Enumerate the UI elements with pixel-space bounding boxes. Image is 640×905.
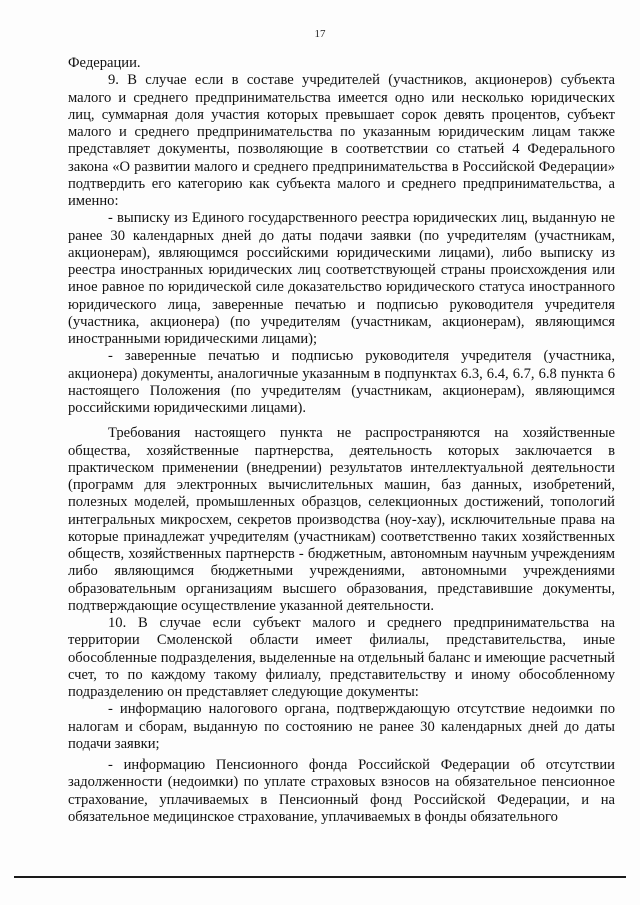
paragraph-list-item: - выписку из Единого государственного реестра юридических лиц, выданную не ранее 30 календарных дней до даты подачи заявки (по учредителям (участникам, акционерам), являющимся российскими юридическими лицами), либо выписку из реестра иностранных юридических лиц соответствующей страны происхождения или иное равное по юридической силе доказательство юридического статуса иностранного юридического лица, заверенные печатью и подписью руководителя учредителя (участника, акционера) (по учредителям (участникам, акционерам), являющимся иностранными юридическими лицами); — [68, 210, 615, 347]
paragraph-list-item: - заверенные печатью и подписью руководителя учредителя (участника, акционера) документы, аналогичные указанным в подпунктах 6.3, 6.4, 6.7, 6.8 пункта 6 настоящего Положения (по учредителям (участникам, акционерам), являющимся российскими юридическими лицами). — [68, 348, 615, 416]
paragraph-clause-9: 9. В случае если в составе учредителей (участников, акционеров) субъекта малого и среднего предпринимательства имеется одно или несколько юридических лиц, суммарная доля участия которых превышает сорок девять процентов, субъект малого и среднего предпринимательства по указанным юридическим лицам также представляет документы, позволяющие в соответствии со статьей 4 Федерального закона «О развитии малого и среднего предпринимательства в Российской Федерации» подтвердить его категорию как субъекта малого и среднего предпринимательства, а именно: — [68, 72, 615, 209]
document-body — [68, 55, 615, 826]
paragraph-requirements: Требования настоящего пункта не распространяются на хозяйственные общества, хозяйственные партнерства, деятельность которых заключается в практическом применении (внедрении) результатов интеллектуальной деятельности (программ для электронных вычислительных машин, баз данных, изобретений, полезных моделей, промышленных образцов, селекционных достижений, топологий интегральных микросхем, секретов производства (ноу-хау), исключительные права на которые принадлежат учредителям (участникам) соответственно таких хозяйственных обществ, хозяйственных партнерств - бюджетным, автономным научным учреждениям либо являющимся бюджетными учреждениями, автономными учреждениями образовательным организациям высшего образования, представившие документы, подтверждающие осуществление указанной деятельности. — [68, 425, 615, 614]
paragraph-list-item: - информацию Пенсионного фонда Российской Федерации об отсутствии задолженности (недоимки) по уплате страховых взносов на обязательное пенсионное страхование, уплачиваемых в Пенсионный фонд Российской Федерации, и на обязательное медицинское страхование, уплачиваемых в фонды обязательного — [68, 757, 615, 825]
paragraph-continuation: Федерации. — [68, 55, 141, 71]
page-number: 17 — [314, 28, 326, 40]
paragraph-list-item: - информацию налогового органа, подтверждающую отсутствие недоимки по налогам и сборам, выданную по состоянию не ранее 30 календарных дней до даты подачи заявки; — [68, 701, 615, 752]
paragraph-clause-10: 10. В случае если субъект малого и среднего предпринимательства на территории Смоленской области имеет филиалы, представительства, иные обособленные подразделения, выделенные на отдельный баланс и имеющие расчетный счет, то по каждому такому филиалу, представительству и иному обособленному подразделению он представляет следующие документы: — [68, 615, 615, 700]
bottom-divider — [14, 876, 626, 878]
